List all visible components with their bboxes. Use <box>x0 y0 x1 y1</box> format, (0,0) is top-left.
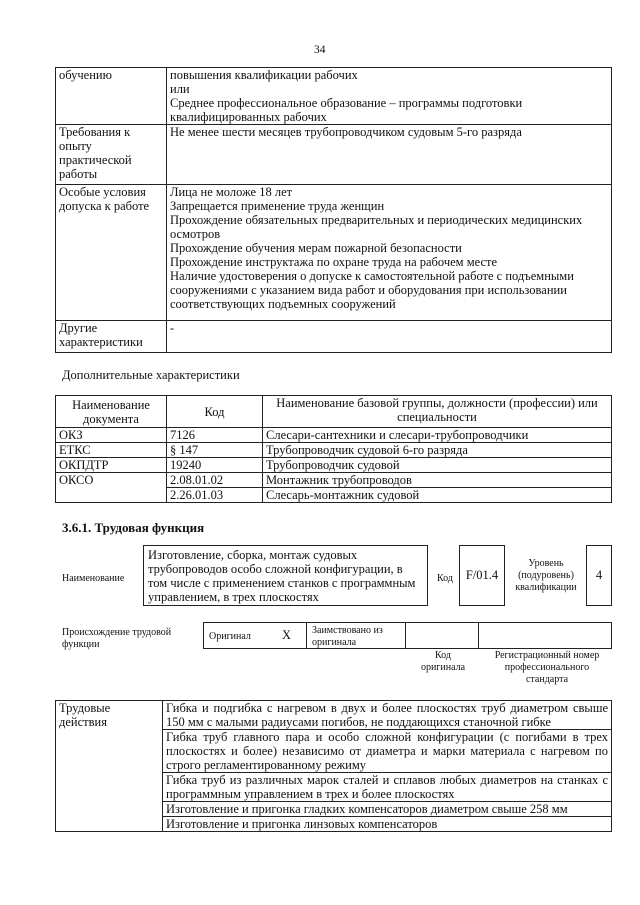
header-name: Наименование базовой группы, должности (профессии) или специальности <box>263 396 612 428</box>
actions-label: Трудовые действия <box>56 701 163 832</box>
action-item: Изготовление и пригонка линзовых компенсаторов <box>163 817 612 832</box>
level-box <box>586 545 612 606</box>
row-content: - <box>167 321 612 353</box>
additional-heading: Дополнительные характеристики <box>62 368 240 382</box>
table-row <box>56 321 612 353</box>
function-name: Изготовление, сборка, монтаж судовых трубопроводов особо сложной конфигурации, в том числе с применением станков с программным управлением, в трех плоскостях <box>148 548 416 604</box>
row-label: Другие характеристики <box>56 321 167 353</box>
header-code: Код <box>167 396 263 428</box>
table-row <box>56 185 612 321</box>
row-label: обучению <box>56 68 167 125</box>
action-item: Гибка и подгибка с нагревом в двух и более плоскостях труб диаметром свыше 150 мм с малыми радиусами погибов, не поддающихся станочной гибке <box>163 701 612 730</box>
action-item: Гибка труб главного пара и особо сложной конфигурации (с погибами в трех плоскостях и более) независимо от диаметра и марки материала с нагревом по строго регламентированному режиму <box>163 730 612 773</box>
table-header-row <box>56 396 612 428</box>
function-heading: 3.6.1. Трудовая функция <box>62 520 205 535</box>
qualification-table <box>55 67 612 353</box>
function-code: F/01.4 <box>465 568 499 582</box>
name-label: Наименование <box>62 573 125 584</box>
header-document: Наименование документа <box>56 396 167 428</box>
table-row: ОКЗ 7126 Слесари-сантехники и слесари-трубопроводчики <box>56 428 612 443</box>
code-box <box>459 545 505 606</box>
original-label: Оригинал <box>209 631 251 642</box>
row-content: Лица не моложе 18 лет Запрещается применение труда женщин Прохождение обязательных предварительных и периодических медицинских осмотров Прохождение обучения мерам пожарной безопасности Прохождение инструктажа по охране труда на рабочем месте Наличие удостоверения о допуске к самостоятельной работе с подъемными сооружениями с указанием вида работ и оборудования при использовании соответствующих подъемных сооружений <box>167 185 612 321</box>
table-row: ЕТКС § 147 Трубопроводчик судовой 6-го разряда <box>56 443 612 458</box>
table-row <box>56 701 612 730</box>
table-row <box>56 125 612 185</box>
code-label: Код <box>437 573 453 584</box>
origin-label: Происхождение трудовой функции <box>62 627 172 650</box>
level-label: Уровень (подуровень) квалификации <box>515 558 577 593</box>
origin-divider <box>405 622 406 649</box>
original-code-label: Код оригинала <box>420 650 466 673</box>
table-row: 2.26.01.03 Слесарь-монтажник судовой <box>56 488 612 503</box>
row-label: Требования к опыту практической работы <box>56 125 167 185</box>
row-label: Особые условия допуска к работе <box>56 185 167 321</box>
table-row: ОКСО 2.08.01.02 Монтажник трубопроводов <box>56 473 612 488</box>
qualification-level: 4 <box>595 568 603 582</box>
table-row: ОКПДТР 19240 Трубопроводчик судовой <box>56 458 612 473</box>
origin-box <box>203 622 612 649</box>
page-number: 34 <box>314 44 326 56</box>
origin-divider <box>478 622 479 649</box>
action-item: Гибка труб из различных марок сталей и сплавов любых диаметров на станках с программным управлением в трех и более плоскостях <box>163 773 612 802</box>
row-content: повышения квалификации рабочих или Среднее профессиональное образование – программы подготовки квалифицированных рабочих <box>167 68 612 125</box>
table-row <box>56 68 612 125</box>
function-name-box <box>143 545 428 606</box>
reg-number-label: Регистрационный номер профессионального стандарта <box>494 650 600 685</box>
row-content: Не менее шести месяцев трубопроводчиком судовым 5-го разряда <box>167 125 612 185</box>
borrowed-label: Заимствовано из оригинала <box>312 625 383 648</box>
original-mark: X <box>282 628 292 642</box>
additional-table <box>55 395 612 503</box>
action-item: Изготовление и пригонка гладких компенсаторов диаметром свыше 258 мм <box>163 802 612 817</box>
origin-divider <box>306 622 307 649</box>
actions-table <box>55 700 612 832</box>
